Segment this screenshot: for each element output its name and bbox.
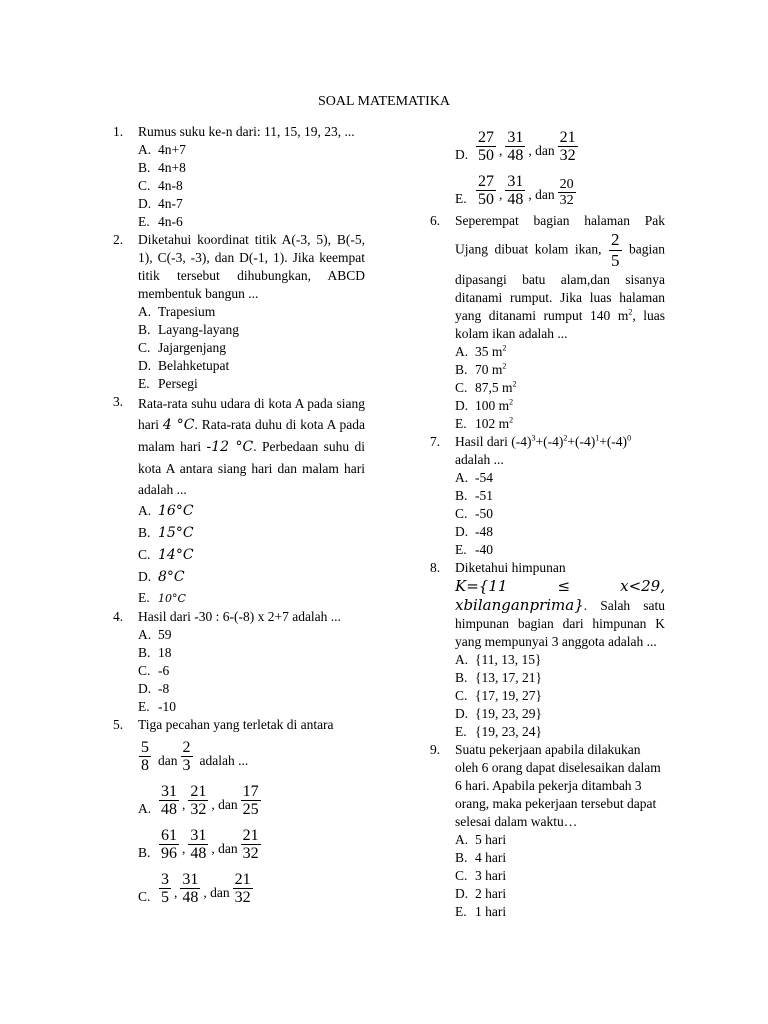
numerator: 61	[161, 827, 177, 844]
superscript: 2	[502, 361, 507, 371]
option-letter: B.	[455, 670, 468, 685]
fraction	[180, 871, 200, 906]
question-text-part: Rata-rata suhu udara di kota A pada siang hari	[138, 396, 365, 432]
option-letter: E.	[455, 724, 467, 739]
numerator: 27	[478, 173, 494, 190]
option-text: 10°C	[158, 592, 186, 605]
fraction	[139, 739, 151, 774]
option-b	[455, 669, 665, 687]
numerator: 20	[559, 177, 574, 192]
question-text-part: bagian dipasangi batu alam,dan sisanya ditanami rumput. Jika luas halaman yang ditanami rumput 140 m	[455, 241, 665, 323]
option-text: -40	[475, 542, 493, 557]
fraction	[159, 871, 171, 906]
option-text: Persegi	[158, 376, 198, 391]
question-number: 2.	[113, 232, 124, 247]
option-text: {17, 19, 27}	[475, 688, 542, 703]
option-text: 102 m	[475, 416, 510, 431]
separator: , dan	[211, 841, 238, 856]
option-b	[455, 487, 665, 505]
option-text: {19, 23, 24}	[475, 724, 542, 739]
numerator: 21	[242, 827, 259, 844]
option-text: {11, 13, 15}	[475, 652, 542, 667]
separator: , dan	[528, 143, 555, 158]
question-1	[113, 123, 365, 231]
denominator: 5	[161, 889, 169, 906]
option-text: Trapesium	[158, 304, 216, 319]
numerator: 2	[611, 230, 620, 249]
question-number: 1.	[113, 124, 124, 139]
superscript: 2	[628, 307, 633, 317]
option-text: -8	[158, 681, 170, 696]
option-e	[455, 903, 665, 921]
fraction	[188, 783, 208, 818]
option-d	[138, 195, 365, 213]
option-d	[455, 705, 665, 723]
superscript: 3	[531, 433, 536, 443]
right-column	[430, 120, 665, 921]
option-c	[138, 339, 365, 357]
question-number: 7.	[430, 434, 441, 449]
option-c	[138, 177, 365, 195]
option-letter: E.	[455, 416, 467, 431]
option-text: -51	[475, 488, 493, 503]
option-text: 16°C	[158, 503, 194, 519]
option-e	[455, 541, 665, 559]
fraction	[241, 783, 261, 818]
fraction	[505, 173, 525, 208]
denominator: 5	[611, 251, 620, 270]
fraction	[609, 230, 622, 271]
superscript: 2	[502, 343, 507, 353]
denominator: 48	[190, 845, 207, 862]
question-5-continued	[430, 120, 665, 208]
option-letter: A.	[455, 470, 469, 485]
option-text: 87,5 m	[475, 380, 513, 395]
option-text: -48	[475, 524, 493, 539]
question-7	[430, 433, 665, 559]
option-e	[138, 375, 365, 393]
option-a	[138, 774, 365, 818]
option-letter: E.	[455, 542, 467, 557]
option-text: 70 m	[475, 362, 503, 377]
option-letter: B.	[138, 160, 151, 175]
option-letter: C.	[138, 889, 151, 904]
option-letter: C.	[138, 663, 151, 678]
option-b	[455, 849, 665, 867]
denominator: 3	[182, 757, 191, 774]
option-c	[455, 867, 665, 885]
denominator: 50	[478, 147, 494, 164]
option-letter: B.	[138, 845, 151, 860]
left-column	[113, 123, 365, 906]
fraction	[181, 739, 193, 774]
option-text: Layang-layang	[158, 322, 239, 337]
option-e	[138, 588, 365, 608]
option-d	[455, 523, 665, 541]
denominator: 32	[242, 845, 259, 862]
option-letter: B.	[138, 525, 151, 540]
separator: , dan	[211, 797, 238, 812]
option-b	[138, 321, 365, 339]
question-8	[430, 559, 665, 741]
fraction	[476, 129, 496, 164]
fraction	[558, 129, 578, 164]
numerator: 3	[161, 871, 169, 888]
option-e	[138, 698, 365, 716]
option-letter: D.	[455, 706, 469, 721]
option-letter: D.	[138, 681, 152, 696]
question-4	[113, 608, 365, 716]
question-text-part: Diketahui himpunan	[455, 560, 566, 575]
separator: , dan	[203, 885, 230, 900]
question-text-part: . Perbedaan suhu di kota A antara siang hari dan malam hari adalah ...	[138, 439, 365, 497]
denominator: 32	[234, 889, 251, 906]
question-text-part: +(-4)	[535, 434, 564, 449]
math-expression: -12 °C	[206, 439, 254, 455]
question-number: 6.	[430, 213, 441, 228]
option-b	[138, 818, 365, 862]
option-letter: B.	[455, 362, 468, 377]
option-letter: C.	[455, 868, 468, 883]
question-text: Hasil dari -30 : 6-(-8) x 2+7 adalah ...	[138, 609, 341, 624]
question-5	[113, 716, 365, 906]
option-letter: D.	[138, 196, 152, 211]
numerator: 21	[234, 871, 251, 888]
numerator: 31	[182, 871, 199, 888]
option-text: 35 m	[475, 344, 503, 359]
numerator: 5	[141, 739, 149, 756]
option-text: -54	[475, 470, 493, 485]
option-letter: E.	[138, 590, 150, 605]
option-d	[455, 885, 665, 903]
denominator: 48	[507, 191, 524, 208]
option-letter: E.	[455, 904, 467, 919]
denominator: 32	[190, 801, 207, 818]
option-letter: C.	[138, 178, 151, 193]
question-text: Suatu pekerjaan apabila dilakukan oleh 6 orang dapat diselesaikan dalam 6 hari. Apabila pekerja ditambah 3 orang, maka pekerjaan tersebut dapat selesai dalam waktu…	[455, 742, 661, 829]
page-title: SOAL MATEMATIKA	[317, 94, 451, 109]
question-text	[455, 212, 665, 343]
superscript: 1	[595, 433, 600, 443]
option-letter: E.	[138, 699, 150, 714]
option-letter: B.	[455, 850, 468, 865]
question-number: 8.	[430, 560, 441, 575]
superscript: 2	[512, 379, 517, 389]
superscript: 0	[627, 433, 632, 443]
option-text: Jajargenjang	[158, 340, 226, 355]
option-text: -10	[158, 699, 176, 714]
denominator: 48	[161, 801, 177, 818]
option-text: -50	[475, 506, 493, 521]
option-letter: A.	[455, 832, 469, 847]
fraction	[241, 827, 261, 862]
option-letter: A.	[455, 652, 469, 667]
question-number: 3.	[113, 394, 124, 409]
question-2	[113, 231, 365, 393]
question-fractions	[138, 734, 365, 774]
option-c	[455, 379, 665, 397]
option-a	[455, 469, 665, 487]
option-text: 15°C	[158, 525, 194, 541]
option-b	[138, 159, 365, 177]
set-expression: K={11 ≤ x<29, xbilanganprima}	[455, 577, 665, 614]
separator: ,	[182, 841, 186, 856]
question-number: 5.	[113, 717, 124, 732]
option-text: 8°C	[158, 569, 185, 585]
numerator: 31	[161, 783, 177, 800]
separator: , dan	[528, 187, 555, 202]
fraction	[188, 827, 208, 862]
option-letter: C.	[455, 380, 468, 395]
superscript: 2	[509, 415, 514, 425]
option-letter: A.	[455, 344, 469, 359]
option-text: 4n+7	[158, 142, 186, 157]
option-c	[138, 862, 365, 906]
option-a	[455, 831, 665, 849]
option-text: 4n-6	[158, 214, 183, 229]
option-text: -6	[158, 663, 170, 678]
numerator: 21	[559, 129, 576, 146]
question-text-part: +(-4)	[567, 434, 596, 449]
option-d	[138, 566, 365, 588]
numerator: 2	[182, 739, 191, 756]
option-d	[455, 120, 665, 164]
option-text: 18	[158, 645, 172, 660]
separator: ,	[174, 885, 178, 900]
denominator: 96	[161, 845, 177, 862]
option-letter: B.	[138, 322, 151, 337]
option-text: 3 hari	[475, 868, 507, 883]
denominator: 25	[242, 801, 259, 818]
question-text: Tiga pecahan yang terletak di antara	[138, 717, 334, 732]
option-letter: A.	[138, 801, 152, 816]
option-letter: D.	[455, 524, 469, 539]
option-letter: C.	[455, 688, 468, 703]
option-d	[138, 680, 365, 698]
numerator: 21	[190, 783, 207, 800]
fraction	[159, 783, 179, 818]
denominator: 32	[559, 147, 576, 164]
question-text-part: Hasil dari (-4)	[455, 434, 532, 449]
denominator: 48	[507, 147, 524, 164]
question-text: Rumus suku ke-n dari: 11, 15, 19, 23, ...	[138, 124, 355, 139]
option-text: 5 hari	[475, 832, 507, 847]
option-e	[455, 723, 665, 741]
superscript: 2	[509, 397, 514, 407]
option-c	[138, 662, 365, 680]
question-text	[455, 433, 665, 469]
option-a	[138, 141, 365, 159]
option-text: 100 m	[475, 398, 510, 413]
option-e	[455, 164, 665, 208]
option-c	[138, 544, 365, 566]
option-text: 1 hari	[475, 904, 507, 919]
option-letter: C.	[138, 547, 151, 562]
option-letter: B.	[138, 645, 151, 660]
connector-text: dan	[158, 753, 178, 768]
option-letter: D.	[138, 358, 152, 373]
option-text: 59	[158, 627, 172, 642]
separator: ,	[182, 797, 186, 812]
option-e	[138, 213, 365, 231]
option-a	[138, 303, 365, 321]
denominator: 8	[141, 757, 149, 774]
fraction	[233, 871, 253, 906]
denominator: 48	[182, 889, 199, 906]
option-letter: E.	[455, 191, 467, 206]
option-letter: C.	[455, 506, 468, 521]
option-letter: A.	[138, 627, 152, 642]
option-letter: A.	[138, 142, 152, 157]
option-a	[455, 651, 665, 669]
option-text: 14°C	[158, 547, 194, 563]
option-letter: A.	[138, 304, 152, 319]
question-text-part: +(-4)	[599, 434, 628, 449]
option-text: 4 hari	[475, 850, 507, 865]
question-number: 9.	[430, 742, 441, 757]
option-d	[138, 357, 365, 375]
option-letter: D.	[455, 147, 469, 162]
question-text-part: . Rata-rata duhu di kota A pada malam hari	[138, 417, 366, 454]
fraction	[159, 827, 179, 862]
option-letter: B.	[455, 488, 468, 503]
math-expression: 4 °C	[162, 417, 195, 433]
option-letter: A.	[138, 503, 152, 518]
option-letter: D.	[455, 398, 469, 413]
option-e	[455, 415, 665, 433]
option-a	[138, 626, 365, 644]
numerator: 27	[478, 129, 494, 146]
question-text	[455, 559, 665, 651]
option-letter: E.	[138, 214, 150, 229]
option-text: 4n+8	[158, 160, 186, 175]
separator: ,	[499, 187, 503, 202]
fraction	[558, 177, 576, 208]
question-text: Diketahui koordinat titik A(-3, 5), B(-5, 1), C(-3, -3), dan D(-1, 1). Jika keempat titik tersebut dihubungkan, ABCD membentuk bangun ...	[138, 232, 365, 301]
option-letter: D.	[455, 886, 469, 901]
option-letter: C.	[138, 340, 151, 355]
numerator: 31	[507, 173, 524, 190]
superscript: 2	[563, 433, 568, 443]
connector-text: adalah ...	[199, 753, 249, 768]
fraction	[476, 173, 496, 208]
question-9	[430, 741, 665, 921]
question-6	[430, 212, 665, 433]
question-text-part: adalah ...	[455, 452, 504, 467]
question-text-part: , luas kolam ikan adalah ...	[455, 308, 665, 341]
option-text: {19, 23, 29}	[475, 706, 542, 721]
option-letter: E.	[138, 376, 150, 391]
numerator: 31	[190, 827, 207, 844]
fraction	[505, 129, 525, 164]
option-b	[138, 644, 365, 662]
option-text: Belahketupat	[158, 358, 230, 373]
numerator: 17	[242, 783, 259, 800]
option-a	[455, 343, 665, 361]
question-number: 4.	[113, 609, 124, 624]
separator: ,	[499, 143, 503, 158]
question-3	[113, 393, 365, 608]
question-text-part: . Salah satu himpunan bagian dari himpunan K yang mempunyai 3 anggota adalah ...	[455, 598, 665, 649]
option-b	[455, 361, 665, 379]
option-a	[138, 500, 365, 522]
question-text	[138, 393, 365, 500]
option-d	[455, 397, 665, 415]
numerator: 31	[507, 129, 524, 146]
denominator: 32	[559, 193, 574, 208]
option-b	[138, 522, 365, 544]
denominator: 50	[478, 191, 494, 208]
option-text: 4n-8	[158, 178, 183, 193]
question-text-part: Seperempat bagian halaman Pak Ujang dibuat kolam ikan,	[455, 213, 665, 257]
option-text: {13, 17, 21}	[475, 670, 542, 685]
option-letter: D.	[138, 569, 152, 584]
option-text: 2 hari	[475, 886, 507, 901]
option-text: 4n-7	[158, 196, 183, 211]
option-c	[455, 505, 665, 523]
option-c	[455, 687, 665, 705]
